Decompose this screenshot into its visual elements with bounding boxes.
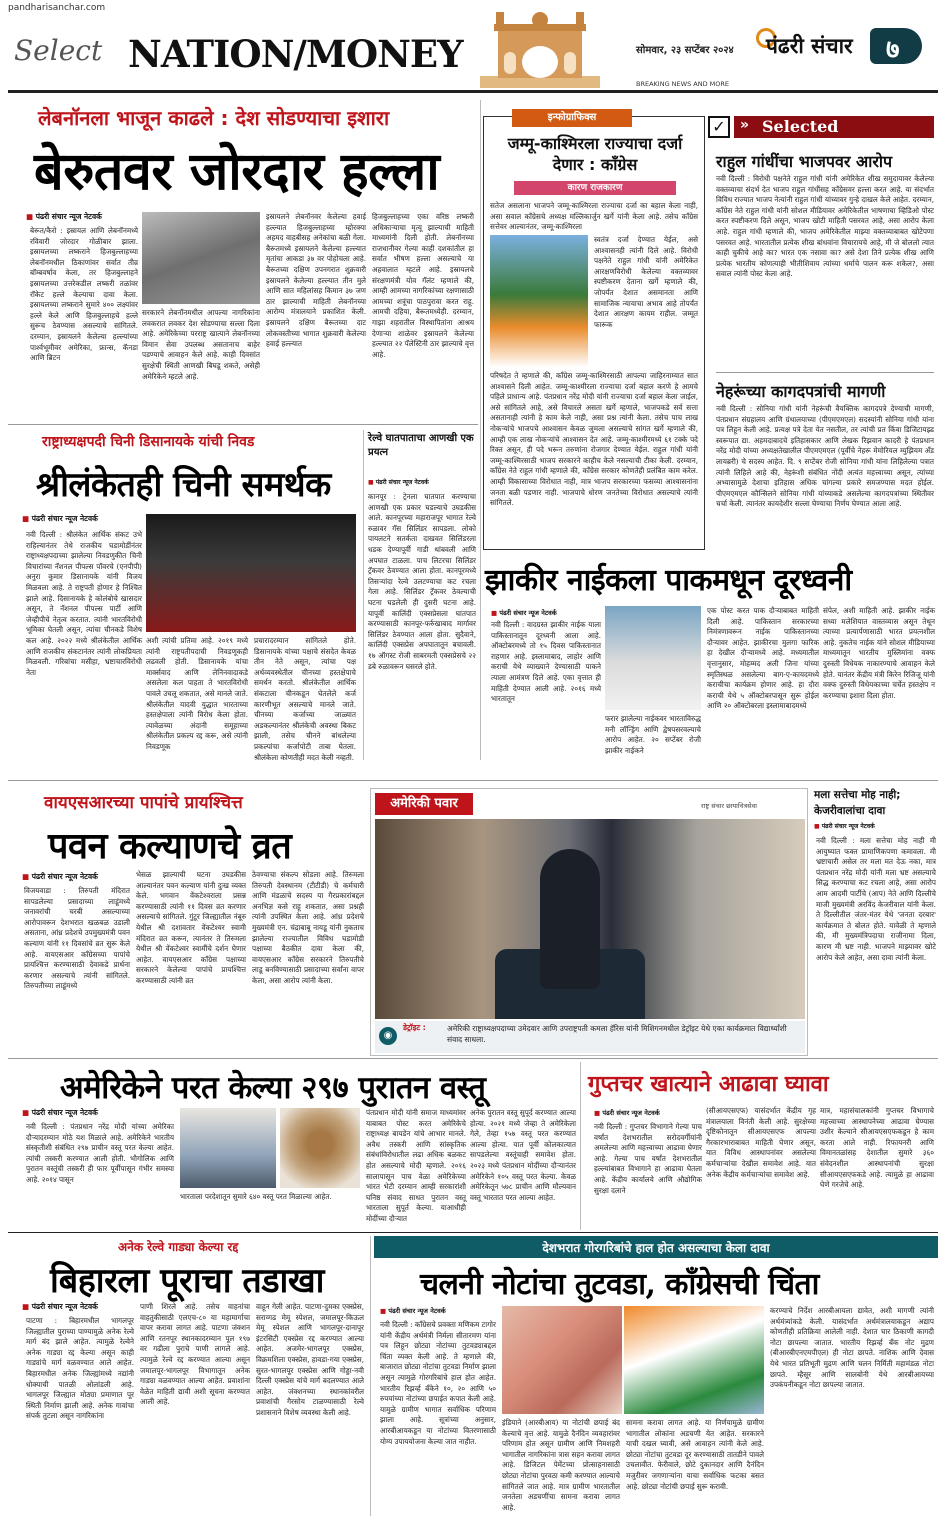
infographic-panel — [483, 112, 705, 550]
infographic-lead: सतेज असलाना भाजपने जम्मू-काश्मिरला राज्याचा दर्जा का बहाल केला नाही, असा सवाल काँग्रेसचे अध्यक्ष मल्लिकार्जुन खर्गे यांनी केला आहे. तसेच काँग्रेस सत्तेवर आल्यानंतर, जम्मू-काश्मिरला — [490, 201, 698, 232]
spy-col-2: (सीआयएसएफ) यासंदर्भात केंद्रीय गृह मंत्रालयाला विनंती केली आहे. सुरक्षेच्या दृष्टिकोनातून सीआयएसएफ आपल्या गैरकारभाराबाबत माहिती घेणार असून, यात विविध आस्थापनांवर असलेल्या कर्मचाऱ्यांचा देखील समावेश आहे. यात अनेक केंद्रीय कर्मचाऱ्यांचा समावेश आहे. — [706, 1106, 816, 1179]
notes-col-1: नवी दिल्ली : काँग्रेसचे प्रवक्ता मणिकम टागोर यांनी केंद्रीय अर्थमंत्री निर्मला सीतारमण यांना पत्र लिहून छोट्या नोटांच्या तुटवड्याबद्दल चिंता व्यक्त केली आहे. ते म्हणाले की, बाजारात छोट्या नोटांचा तुटवडा निर्माण झाला असून त्यामुळे गोरगरिबांचे हाल होत आहेत. भारतीय रिझर्व्ह बँकेने १०, २० आणि ५० रुपयांच्या नोटांच्या छपाईत कपात केली आहे. यामुळे ग्रामीण भागात सर्वाधिक परिणाम झाला आहे. सूत्रांच्या अनुसार, आरबीआयकडून या नोटांच्या वितरणासाठी योग्य उपाययोजना केल्या जात नाहीत. — [380, 1320, 496, 1446]
bihar-col-3: वाहून गेली आहेत. पाटणा-दुमका एक्स्प्रेस, सराय्गढ मेमू स्पेशल, जमालपूर-किऊल मेमू स्पेशल आणि भागलपूर-दानापूर इंटरसिटी एक्स्प्रेस रद्द करण्यात आल्या आहेत. अजमेर-भागलपूर एक्स्प्रेस, विक्रमशिला एक्स्प्रेस, हावडा-गया एक्स्प्रेस, सुरत-भागलपूर एक्स्प्रेस आणि गोड्डा-नवी दिल्ली एक्स्प्रेस यांचे मार्ग बदलण्यात आले आहेत. जंक्शनच्या स्थानकांवरील प्रवाशांची गैरसोय टाळण्यासाठी रेल्वे प्रशासनाने विशेष व्यवस्था केली आहे. — [256, 1302, 364, 1417]
breaking-news-tagline: BREAKING NEWS AND MORE — [636, 80, 729, 88]
usa-caption-box — [375, 1021, 805, 1053]
nehru-body: नवी दिल्ली : सोनिया गांधी यांनी नेहरूंची वैयक्तिक कागदपत्रे देण्याची मागणी, पंतप्रधान संग्रहालय आणि ग्रंथालयाच्या (पीएमएमएल) सदस्यांनी सोनिया गांधी यांना पत्र लिहून केली आहे. प्रत्यक्ष पत्रे देता येत नसतील, तर त्यांची प्रत किंवा डिजिटायझ्ड स्वरूपात द्या. अहमदाबादचे इतिहासकार आणि लेखक रिझवान कादरी हे पंतप्रधान नरेंद्र मोदी यांच्या अध्यक्षतेखालील पीएमएमएल (पूर्वीचे नेहरू मेमोरियल म्युझियम अँड लायब्ररी) चे सदस्य आहेत. दि. ९ सप्टेंबर रोजी सोनिया गांधी यांना लिहिलेल्या पत्रात त्यांनी लिहिले आहे की, नेहरूंशी संबंधित नोंदी अत्यंत महत्त्वाच्या असून, त्यांच्या अभ्यासामुळे देशाचा इतिहास अधिक चांगल्या प्रकारे समजण्यास मदत होईल. पीएमएमएल कौन्सिलने सोनिया गांधी यांच्याकडे असलेल्या कागदपत्रांच्या स्थितीवर चर्चा केली. त्यानंतर कायदेशीर सल्ला घेण्याचा निर्णय घेण्यात आला आहे. — [716, 404, 934, 509]
srilanka-story — [8, 430, 360, 760]
lebanon-col-1: बेरूत/कैरो : इस्रायल आणि लेबनॉनमध्ये रविवारी जोरदार गोळीबार झाला. इस्रायलच्या लष्कराने हिजबुल्लाहच्या लेबनॉनमधील ठिकाणांवर सर्वात तीव्र बॉम्बवर्षाव केला, तर हिजबुल्लाहने इस्रायलच्या उत्तरेकडील लष्करी तळांवर रॉकेट हल्ले केल्याचा दावा केला. इस्रायलच्या लष्कराने सुमारे ४०० लक्ष्यांवर हल्ले केले आणि हिजबुल्लाहचे हल्ले सुरूच ठेवण्यास असल्याचे सांगितले. दरम्यान, इस्रायलने केलेल्या हल्ल्यांच्या पार्श्वभूमीवर अमेरिका, फ्रान्स, कॅनडा आणि ब्रिटन — [30, 226, 138, 363]
selected-label: Selected — [762, 117, 839, 136]
kejriwal-headline[interactable]: केजरीवालांचा दावा — [814, 805, 886, 817]
zakir-col-2: फरार झालेल्या नाईकवर भारताविरुद्ध मनी लॉन्ड्रिंग आणि द्वेषपसरवल्याचे आरोप आहेत. २० सप्टेंबर रोजी झाकीर नाईकने — [605, 714, 701, 755]
lebanon-col-2: सरकारने लेबनॉनमधील आपल्या नागरिकांना लवकरात लवकर देश सोडण्याचा सल्ला दिला आहे. अमेरिकेच्या परराष्ट्र खात्याने लेबनॉनच्या विमान सेवा उपलब्ध असतानाच बाहेर पडण्याचे आवाहन केले आहे. काही दिवसांत सुरक्षेची स्थिती आणखी बिघडू शकते, असेही अमेरिकेने म्हटले आहे. — [142, 308, 260, 381]
rule-v1 — [480, 100, 481, 760]
zakir-byline: ■ पंढरी संचार न्यूज नेटवर्क — [491, 608, 557, 617]
page-number-badge — [870, 28, 922, 64]
lebanon-headline[interactable]: बेरुतवर जोरदार हल्ला — [34, 141, 440, 202]
kamala-harris-photo[interactable] — [375, 819, 805, 1019]
srilanka-kicker[interactable]: राष्ट्राध्यक्षपदी चिनी डिसानायके यांची निवड — [42, 434, 255, 450]
railway-byline: ■ पंढरी संचार न्यूज नेटवर्क — [368, 478, 429, 486]
antiques-byline: ■ पंढरी संचार न्यूज नेटवर्क — [22, 1108, 98, 1118]
antiques-col-3: अनेक पुरातन वस्तू सुपूर्द करण्यात आल्या होत्या. २०२१ मध्ये जेव्हा ते अमेरिकेला गेले, तेव्हा १५७ वस्तू परत करण्यात आल्या होत्या. यात पूर्वी कोलकात्यात सापडलेल्या वस्तूंचाही समावेश होता. २०२३ मध्ये पंतप्रधान मोदींच्या दौऱ्यानंतर अमेरिकेने १०५ वस्तू परत केल्या. केवळ अमेरिकेतून ५७८ प्राचीन आणि मौल्यवान वस्तू भारतात परत आल्या आहेत. — [470, 1108, 576, 1202]
rule-v3 — [580, 1062, 581, 1230]
congress-flag-photo[interactable] — [624, 1306, 764, 1414]
infographic-side-text: स्वतंत्र दर्जा देण्यात येईल, असे आश्वासनही त्यांनी दिले आहे. विरोधी पक्षनेते राहुल गांधी यांनी अमेरिकेत आरक्षणविरोधी केलेल्या वक्तव्यावर स्पष्टीकरण देताना खर्गे म्हणाले की, जोपर्यंत देशात असमानता आणि सामाजिक न्यायाचा अभाव आहे तोपर्यंत देशात आरक्षण कायम राहील. जम्मूत फारूक — [594, 235, 698, 329]
railway-kicker[interactable]: रेल्वे घातपाताचा आणखी एक प्रयत्न — [368, 433, 474, 458]
zakir-headline[interactable]: झाकीर नाईकला पाकमधून दूरध्वनी — [485, 563, 852, 598]
selected-chevron-icon: » — [740, 117, 750, 133]
rule-v4 — [370, 1236, 371, 1516]
bihar-byline: ■ पंढरी संचार न्यूज नेटवर्क — [22, 1302, 98, 1312]
bihar-col-1: पाटणा : बिहारमधील भागलपूर जिल्ह्यातील पुराच्या पाण्यामुळे अनेक रेल्वे मार्ग बंद झाले आहेत. त्यामुळे रेल्वेने अनेक गाड्या रद्द केल्या असून काही गाड्यांचे मार्ग वळवण्यात आले आहेत. बिहारमधील अनेक जिल्ह्यांमध्ये नद्यांनी धोक्याची पातळी ओलांडली आहे. भागलपूर जिल्ह्यात मोठ्या प्रमाणात पूर स्थिती निर्माण झाली आहे. अनेक गावांचा संपर्क तुटला असून नागरिकांना — [26, 1316, 134, 1421]
bihar-col-2: पाणी शिरले आहे. तसेच वाहनांचा वाहतुकीसाठी एलएच-८० या महामार्गाचा वापर करावा लागत आहे. पाटणा जंक्शन आणि रतनपूर स्थानकादरम्यान पूल १९७ वर गढीला पुराचे पाणी लागले आहे. त्यामुळे रेल्वे रद्द करण्यात आल्या असून जमालपूर-भागलपूर विभागातून अनेक गाड्या वळवण्यात आल्या आहेत. प्रवाशांना वेळेत माहिती द्यावी अशी सूचना करण्यात आली आहे. — [140, 1302, 250, 1407]
lebanon-story — [8, 100, 478, 420]
infographic-title[interactable]: जम्मू-काश्मिरला राज्याचा दर्जा देणार : काँग्रेस — [507, 134, 683, 174]
xi-jinping-photo[interactable] — [146, 514, 356, 632]
rahul-body: नवी दिल्ली : विरोधी पक्षनेते राहुल गांधी यांनी अमेरिकेत शीख समुदायावर केलेल्या वक्तव्याचा संदर्भ देत भाजप राहुल गांधींसह काँग्रेसवर हल्ला करत आहे. या संदर्भात विविध राज्यात भाजप नेत्यांनी राहुल गांधी यांच्यावर गुन्हे दाखल केले आहेत. दरम्यान, काँग्रेस नेते राहुल गांधी यांनी सोशल मीडियावर अमेरिकेतील भाषणाचा व्हिडिओ पोस्ट करत स्पष्टीकरण दिले असून, भाजप खोटी माहिती पसरवत आहे, असा आरोप केला आहे. राहुल गांधी म्हणाले की, भाजप अमेरिकेतील माझ्या वक्तव्याबाबत खोटेपणा पसरवत आहे. भारतातील प्रत्येक शीख बांधवांना विचारायचे आहे, मी जे बोललो त्यात काही चुकीचे आहे का? भारत एक नसावा का? असे देशा तिने प्रत्येक शीख आणि प्रत्येक भारतीय कोणत्याही भीतीशिवाय त्यांच्या धर्माचे पालन करू शकेल?, असा सवाल त्यांनी पोस्ट केला आहे. — [716, 174, 934, 279]
usa-label: अमेरिकी पवार — [375, 793, 473, 815]
antiques-col-2: पंतप्रधान मोदी यांनी समाज माध्यमांवर याबाबत पोस्ट करत अमेरिकेचे राष्ट्राध्यक्ष बायडेन यांचे आभार मानले. अवैध तस्करी आणि सांस्कृतिक संबंधांविरोधातील लढा अधिक बळकट होत असल्याचे मोदी म्हणाले. २०१६ सालापासून पाच वेळा अमेरिकेच्या भारत भेटी दरम्यान आम्ही सरकारांशी घनिष्ठ संवाद साधत पुरातन वस्तू भारताला सुपूर्त केल्या. याआधीही मोदींच्या दौऱ्यात — [366, 1108, 466, 1223]
pawan-kicker[interactable]: वायएसआरच्या पापांचे प्रायश्चित्त — [44, 793, 243, 813]
notes-story — [374, 1236, 938, 1516]
infographic-body: परिषदेत ते म्हणाले की, काँग्रेस जम्मू-काश्मिरसाठी आपल्या जाहिरनाम्यात सात आश्वासने दिली आहेत. जम्मू-काश्मीरला राज्याचा दर्जा बहाल करणे हे आमचे पहिले प्राधान्य आहे. पंतप्रधान नरेंद्र मोदी यांनी राज्याचा दर्जा बहाल केला जाईल, असे सांगितले आहे, असे विचारले असता खर्गे म्हणाले, भाजपकडे सर्व सत्ता असतानाही त्यांनी हे काम केले नाही, असा प्रश्न त्यांनी केला. तसेच पाच लाख नोकऱ्यांचे भाजपचे आश्वासन केवळ जुमला असल्याचे सांगत खर्गे म्हणाले की, आम्ही एक लाख नोकऱ्यांचे आश्वासन देत आहे. जम्मू-काश्मीरमध्ये ६१ टक्के पदे रिक्त असून, ही पदे भरून तरुणांना रोजगार देण्यात येईल. राहुल गांधी यांनी जम्मू-काश्मिरसाठी भाजप सरकारने काहीच केले नसल्याची टीका केली. दरम्यान, काँग्रेस नेते राहुल गांधी म्हणाले की, काँग्रेस सरकार कोणतेही प्रलंबित काम करेल. आम्ही विकासाच्या विरोधात नाही, मात्र भाजप सरकारच्या फसव्या आश्वासनांना जनता बळी पडणार नाही. भाजपाचे धोरण जनतेच्या विरोधात असल्याचे त्यांनी सांगितले. — [490, 371, 698, 508]
antiques-headline[interactable]: अमेरिकेने परत केल्या २९७ पुरातन वस्तू — [60, 1070, 486, 1106]
page-number: ७ — [886, 35, 900, 65]
pawan-byline: ■ पंढरी संचार न्यूज नेटवर्क — [22, 872, 98, 882]
brand-name: पंढरी संचार — [766, 33, 853, 58]
lebanon-col-4: हिजबुल्लाहच्या एका वरिष्ठ लष्करी अधिकाऱ्याचा मृत्यू झाल्याची माहिती माध्यमांनी दिली होती. लेबनॉनच्या राजधानीवर गेल्या काही दशकांतील हा सर्वात भीषण हल्ला असल्याचे या अहवालात म्हटले आहे. इस्रायलचे संरक्षणमंत्री योव गॅलंट म्हणाले की, आम्ही आमच्या नागरिकांच्या रक्षणासाठी आमच्या शत्रूंचा पाठपुरावा करत राहू. आमची दहिया, बैरूतमध्येही. दरम्यान, गाझा शहरातील विस्थापितांना आश्रय देणाऱ्या शाळेवर इस्रायलने केलेल्या हल्ल्यात २२ पॅलेस्टिनी ठार झाल्याचे वृत्त आहे. — [372, 212, 474, 359]
masthead — [0, 0, 945, 95]
spy-headline[interactable]: गुप्तचर खात्याने आढावा घ्यावा — [588, 1072, 829, 1097]
usa-caption: अमेरिकी राष्ट्राध्यक्षपदाच्या उमेदवार आणि उपराष्ट्रपती कमला हॅरिस यांनी मिशिगनमधील डेट्रॉइट येथे एका कार्यक्रमात विद्यार्थ्यांशी संवाद साधला. — [447, 1024, 787, 1044]
issue-date: सोमवार, २३ सप्टेंबर २०२४ — [636, 45, 734, 56]
bihar-headline[interactable]: बिहारला पूराचा तडाखा — [50, 1261, 324, 1301]
lebanon-photo[interactable] — [142, 212, 260, 304]
usa-caption-place: डेट्रॉइट : — [403, 1023, 426, 1032]
srilanka-byline: ■ पंढरी संचार न्यूज नेटवर्क — [22, 514, 98, 524]
notes-col-3: सामना करावा लागत आहे. या निर्णयामुळे ग्रामीण भागातील लोकांना अडचणी येत आहेत. सरकारने याची दखल घ्यावी, असे आवाहन त्यांनी केले आहे. छोट्या नोटांचा तुटवडा दूर करण्यासाठी तातडीने पावले उचलावीत. फेरीवाले, छोटे दुकानदार आणि दैनंदिन मजुरीवर जगणाऱ्यांना याचा सर्वाधिक फटका बसत आहे. छोट्या नोटांची छपाई सुरू करावी. — [626, 1418, 764, 1491]
pawan-story — [8, 786, 368, 1046]
rule-v2 — [363, 430, 364, 760]
select-script-label: Select — [14, 34, 103, 67]
infographic-tag: कारण राजकारण — [514, 181, 676, 195]
rule-h3 — [8, 1058, 938, 1059]
selected-column — [708, 116, 938, 552]
spy-byline: ■ पंढरी संचार न्यूज नेटवर्क — [594, 1108, 660, 1117]
notes-kicker-bar — [374, 1236, 938, 1258]
nehru-headline[interactable]: नेहरूंच्या कागदपत्रांची मागणी — [716, 382, 886, 401]
selected-divider — [716, 372, 934, 373]
usa-photo-feature — [370, 788, 808, 1056]
kejriwal-body: नवी दिल्ली : मला सत्तेचा मोह नाही मी आयुष्यात फक्त प्रामाणिकपणा कमावला. मी भ्रष्टाचारी असेल तर मला मत देऊ नका, मात्र पंतप्रधान नरेंद्र मोदी यांनी मला भ्रष्ट असल्याचे सिद्ध करण्याचा कट रचला आहे, असा आरोप आम आदमी पार्टीचे (आप) नेते आणि दिल्लीचे माजी मुख्यमंत्री अरविंद केजरीवाल यांनी केला. ते दिल्लीतील जंतर-मंतर येथे 'जनता दरबार' कार्यक्रमात ते बोलत होते. यावेळी ते म्हणाले की, मी मुख्यमंत्रिपदाचा राजीनामा दिला, कारण मी भ्रष्ट नाही. भाजपने माझ्यावर खोटे आरोप केले आहेत, असा दावा त्यांनी केला. — [816, 836, 936, 962]
railway-body: कानपूर : ट्रेनला घातपात करण्याचा आणखी एक प्रकार घडल्याचे उघडकीस आले. कानपूरच्या महाराजपूर भागात रेल्वे रुळावर गॅस सिलिंडर सापडला. लोको पायलटने सतर्कता दाखवत सिलिंडरला धडक देण्यापूर्वी गाडी थांबवली आणि अपघात टाळला. पाच लिटरचा सिलिंडर ट्रॅकवर ठेवण्यात आला होता. कानपूरमध्ये तिसऱ्यांदा रेल्वे उलटण्याचा कट रचला गेला आहे. सिलिंडर ट्रॅकवर ठेवल्याची घटना घडलेली ही दुसरी घटना आहे. यापूर्वी कालिंदी एक्सप्रेसला घातपात करण्यासाठी कानपूर-फर्रुखाबाद मार्गावर सिलिंडर ठेवण्यात आला होता. सुदैवाने, कालिंदी एक्सप्रेस अपघातातून बचावली. १७ ऑगस्ट रोजी साबरमती एक्सप्रेसचे २२ डबे रुळावरून घसरले होते. — [368, 492, 476, 671]
camera-icon: ◉ — [379, 1027, 397, 1045]
photo-person-shape — [540, 849, 600, 989]
antique-statue-photo[interactable] — [280, 1108, 360, 1188]
zakir-col-4: संपेल, अशी माहिती आहे. झाकीर नाईक सध्या मलेशियात वास्तव्यास असून तेथून त्याच्या प्रत्यार्पणासाठी भारत प्रयत्नशील आहे. नुकतेच नाईक यांने सोशल मीडियाच्या माध्यमातून भारतीय मुस्लिमांना वक्फ दुरुस्ती विधेयक नाकारण्याचे आवाहन केले होते. यानंतर केंद्रीय मंत्री किरेन रिजिजू यांनी वक्फ दुरुस्ती विधेयकाच्या चर्चेत हस्तक्षेप न करण्याचा इशारा दिला होता. — [823, 606, 935, 700]
srilanka-col-3: प्रचारादरम्यान सांगितले होते. डिसानायके यांच्या पक्षाचे संसदेत केवळ तीन नेते असून, त्यांचा पक्ष अर्थव्यवस्थेतील चीनच्या हस्तक्षेपाचे समर्थन करतो. श्रीलंकेतील आर्थिक संकटाला चीनकडून घेतलेले कर्ज कारणीभूत असल्याचे मानले जाते. चीनच्या कर्जाच्या जाळ्यात अडकल्यानंतर श्रीलंकेची अवस्था बिकट झाली, तसेच चीनने बांधलेल्या प्रकल्पांचा कर्जापोटी ताबा घेतला. श्रीलंकेला कोणतीही मदत केली नव्हती. — [254, 636, 356, 762]
zakir-col-3: एक पोस्ट करत पाक दौऱ्याबाबत माहिती दिली आहे. पाकिस्तान सरकारच्या निमंत्रणावरून नाईक पाकिस्तानच्या दौऱ्यावर आहेत. झाकीरचा मुलगा फारिक हा देखील दौऱ्यामध्ये आहे. मध्यमातील वृत्तानुसार, मोहम्मद अली जिना यांच्या स्मृतिस्थळ असलेल्या बाग-ए-कायदमध्ये कराचीचा कार्यक्रम होणार आहे. हा दौरा कराची येथे ५ ऑक्टोबरपासून सुरू होईल आणि २० ऑक्टोबरला इस्लामाबादमध्ये — [707, 606, 819, 711]
zakir-naik-photo[interactable] — [605, 606, 701, 710]
notes-col-4: करण्याचे निर्देश आरबीआयला द्यावेत, अशी मागणी त्यांनी अर्थमंत्र्यांकडे केली. यासंदर्भात अर्थमंत्रालयाकडून अद्याप कोणतीही प्रतिक्रिया आलेली नाही. देशात चार ठिकाणी कागदी नोटा छापल्या जातात. भारतीय रिझर्व्ह बँक नोट मुद्रण (बीआरबीएनएमपीएल) ही नोटा छापते. नाशिक आणि देवास येथे भारत प्रतिभूती मुद्रण आणि चलन निर्मिती महामंडळ नोटा छापते. म्हैसूर आणि सालबोनी येथे आरबीआयच्या उपकंपनीकडून नोटा छापल्या जातात. — [770, 1306, 934, 1390]
lebanon-col-3: इस्रायलने लेबनॉनवर केलेल्या हवाई हल्ल्यात हिजबुल्लाहच्या म्होरक्या अहमद वाहबीसह अनेकांचा बळी गेला. बैरूतमध्ये इस्रायलने केलेल्या हल्ल्यात मृतांचा आकडा ३७ वर पोहोचला आहे. बैरूतच्या दक्षिण उपनगरात शुक्रवारी इस्रायलने केलेल्या हल्ल्यात तीन मुले आणि सात महिलांसह किमान ३७ जण ठार झाल्याची माहिती लेबनॉनच्या आरोग्य मंत्रालयाने प्रकाशित केली. इस्रायलने दक्षिण बैरूतच्या दाट लोकवस्तीच्या भागात शुक्रवारी केलेल्या हवाई हल्ल्यात — [266, 212, 366, 349]
modi-biden-photo[interactable] — [180, 1108, 276, 1188]
antiques-col-1: नवी दिल्ली : पंतप्रधान नरेंद्र मोदी यांच्या अमेरिका दौऱ्यादरम्यान मोठे यश मिळाले आहे. अमेरिकेने भारतीय संस्कृतीशी संबंधित २९७ प्राचीन वस्तू परत केल्या आहेत. त्यांची तस्करी करण्यात आली होती. भौगोलिक आणि पुरातन वस्तूंची तस्करी ही फार पूर्वीपासून गंभीर समस्या आहे. २०१४ पासून — [26, 1122, 174, 1184]
infographic-label: इन्फोग्राफिक्स — [512, 109, 632, 127]
antiques-story — [8, 1062, 578, 1230]
pawan-col-2: भेसळ झाल्याची घटना उघडकीस आल्यानंतर पवन कल्याण यांनी दुःख व्यक्त केले. भगवान वेंकटेश्वराला प्रसन्न करण्यासाठी त्यांनी ११ दिवस व्रत करणार असल्याचे सांगितले. गुंटूर जिल्ह्यातील नंबूरु येथील श्री दशावतार वेंकटेश्वर स्वामी मंदिरात व्रत करून, त्यानंतर ते तिरुमला येथील श्री वेंकटेश्वर स्वामींचे दर्शन घेणार आहेत. वायएसआर काँग्रेस पक्षाच्या सरकारने केलेल्या पापांचे प्रायश्चित्त करण्यासाठी त्यांनी व्रत — [136, 870, 246, 985]
lebanon-kicker[interactable]: लेबनॉनला भाजून काढले : देश सोडण्याचा इशारा — [38, 106, 390, 130]
selected-label-bar — [734, 116, 934, 138]
notes-kicker[interactable]: देशभरात गोरगरिबांचे हाल होत असल्याचा केला दावा — [542, 1241, 770, 1255]
notes-byline: ■ पंढरी संचार न्यूज नेटवर्क — [380, 1306, 446, 1315]
kejriwal-byline: ■ पंढरी संचार न्यूज नेटवर्क — [814, 822, 875, 830]
srilanka-col-1: नवी दिल्ली : श्रीलंकेत आर्थिक संकट उभे राहिल्यानंतर तेथे राजकीय घडामोडींनंतर राष्ट्राध्यक्षपदाच्या झालेल्या निवडणुकीत चिनी विचारांच्या नॅशनल पीपल्स पॉवरचे (एनपीपी) अनुरा कुमार डिसानायके यांनी विजय मिळवला आहे. ते राष्ट्रपती होणार हे निश्चित झाले आहे. दिसानायके हे कोलंबोचे खासदार असून, ते नॅशनल पीपल्स पार्टी आणि जेव्हीपीचे नेतृत्व करतात. त्यांनी भारतविरोधी भूमिका घेतली असून, त्यांचा चीनकडे विशेष कल आहे. २०२२ मध्ये श्रीलंकेतील आर्थिक आणि राजकीय संकटानंतर त्यांनी लोकप्रियता मिळवली. गरिबांचा मसीहा, भ्रष्टाचारविरोधी नेता — [26, 530, 142, 677]
zakir-story — [483, 556, 938, 756]
congress-rally-photo[interactable] — [490, 235, 588, 367]
lebanon-byline: ■ पंढरी संचार न्यूज नेटवर्क — [26, 212, 102, 222]
notes-col-2: इंडियाने (आरबीआय) या नोटांची छपाई बंद केल्याचे वृत्त आहे. यामुळे दैनंदिन व्यवहारांवर परिणाम होत असून ग्रामीण आणि निमशहरी भागातील नागरिकांना त्रास सहन करावा लागत आहे. डिजिटल पेमेंटच्या प्रोत्साहनासाठी छोट्या नोटांचा पुरवठा कमी करण्यात आल्याचे सांगितले जात आहे. मात्र ग्रामीण भारतातील जनतेला अडचणींचा सामना करावा लागत आहे. — [502, 1418, 620, 1512]
usa-photo-credit: राष्ट्र संचार छायाचित्रसेवा — [701, 802, 757, 810]
pawan-col-1: विजयवाडा : तिरुपती मंदिरात सापडलेल्या प्रसादाच्या लाडूंमध्ये जनावरांची चरबी असल्याच्या आरोपावरून देशभरात खळबळ उडाली असताना, आंध्र प्रदेशचे उपमुख्यमंत्री पवन कल्याण यांनी ११ दिवसांचे व्रत सुरू केले आहे. वायएसआर काँग्रेसच्या पापांचे प्रायश्चित्त करण्यासाठी देवाकडे प्रार्थना करणार असल्याचे त्यांनी सांगितले. तिरुपतीच्या लाडूंमध्ये — [24, 886, 130, 991]
rule-h2 — [8, 780, 938, 781]
rahul-headline[interactable]: राहुल गांधींचा भाजपवर आरोप — [716, 152, 893, 171]
spy-col-1: नवी दिल्ली : गुप्तचर विभागाने गेल्या पाच वर्षांत देशभरातील सरोदवर्गीयांनी अमलेल्या आणि महत्त्वाच्या आढावा घेणार आहे. गेल्या पाच वर्षांत देशभरातील हल्ल्यांबाबत विभागाने हा आढावा घेतला आहे. केंद्रीय कार्यालये आणि औद्योगिक सुरक्षा दलाने — [594, 1122, 702, 1195]
currency-notes-photo[interactable] — [502, 1306, 622, 1414]
spy-story — [584, 1066, 938, 1230]
section-title: NATION/MONEY — [128, 32, 463, 76]
pawan-headline[interactable]: पवन कल्याणचे व्रत — [48, 825, 292, 867]
zakir-col-1: नवी दिल्ली : वादग्रस्त झाकीर नाईक याला पाकिस्तानातून दूरध्वनी आला आहे. ऑक्टोबरमध्ये तो १५ दिवस पाकिस्तानात राहणार आहे. इस्लामाबाद, लाहोर आणि कराची येथे व्याख्याने देण्यासाठी पाकने त्याला आमंत्रण दिले आहे. एका वृत्तात ही माहिती देण्यात आली आहे. २०१६ मध्ये भारतातून — [491, 620, 601, 704]
kejriwal-story — [812, 788, 938, 1056]
gateway-arch-illustration — [470, 6, 610, 90]
masthead-rule — [8, 90, 938, 93]
bihar-story — [8, 1236, 368, 1516]
srilanka-col-2: अशी त्यांची प्रतिमा आहे. २०१९ मध्ये त्यांनी राष्ट्रपतीपदाची निवडणूकही लढवली होती. डिसानायके यांचा मार्क्सवाद आणि लेनिनवादाकडे असलेला कल पाहता ते भारतविरोधी पावले उचलू शकतात, असे मानले जाते. श्रीलंकेतील यादवी युद्धात भारताच्या हस्तक्षेपाला त्यांनी विरोध केला होता. त्यावेळच्या अंदानी समूहाच्या श्रीलंकेतील प्रकल्प रद्द करू, असे त्यांनी निवडणूक — [146, 636, 248, 751]
kejriwal-kicker[interactable]: मला सत्तेचा मोह नाही; — [814, 789, 901, 801]
brand-logo — [760, 28, 860, 66]
srilanka-headline[interactable]: श्रीलंकेतही चिनी समर्थक — [36, 465, 331, 505]
antiques-col-1b: भारताला परदेशातून सुमारे ६४० वस्तू परत मिळाल्या आहेत. — [180, 1192, 332, 1201]
bihar-kicker[interactable]: अनेक रेल्वे गाड्या केल्या रद्द — [118, 1240, 239, 1254]
notes-headline[interactable]: चलनी नोटांचा तुटवडा, काँग्रेसची चिंता — [420, 1267, 819, 1302]
rule-h1 — [8, 424, 478, 425]
railway-story — [366, 430, 478, 760]
lower-rule — [8, 1232, 938, 1233]
selected-check-icon: ✓ — [708, 116, 730, 138]
spy-col-3: मात्र, महासंचालकांनी गुप्तचर विभागाचे महत्त्वाच्या आस्थापनेच्या आढावा घेण्यास उशीर केल्याने सीआयएसएफकडून हे काम करता आले नाही. रिफायनरी आणि विमानतळांसह देशातील सुमारे ३६० संवेदनशील आस्थापनांची सुरक्षा सीआयएसएफकडे आहे. त्यामुळे हा आढावा घेणे गरजेचे आहे. — [820, 1106, 934, 1190]
pawan-col-3: ठेवण्याचा संकल्प सोडला आहे. तिरुमला तिरुपती देवस्थानम (टीटीडी) चे कर्मचारी आणि मंडळाचे सदस्य या गैरप्रकारांबद्दल अनभिज्ञ कसे राहू शकतात, असा प्रश्नही त्यांनी उपस्थित केला आहे. आंध्र प्रदेशचे मुख्यमंत्री एन. चंद्राबाबू नायडू यांनी नुकताच झालेल्या राज्यातील विविध घडामोडी पक्षाच्या बैठकीत दावा केला की, वायएसआर काँग्रेस सरकारने तिरुपतीचे लाडू बनविण्यासाठी प्रसादाच्या सर्वांना वापर केला, असा आरोप त्यांनी केला. — [252, 870, 364, 985]
website-url[interactable]: pandharisanchar.com — [8, 3, 106, 13]
